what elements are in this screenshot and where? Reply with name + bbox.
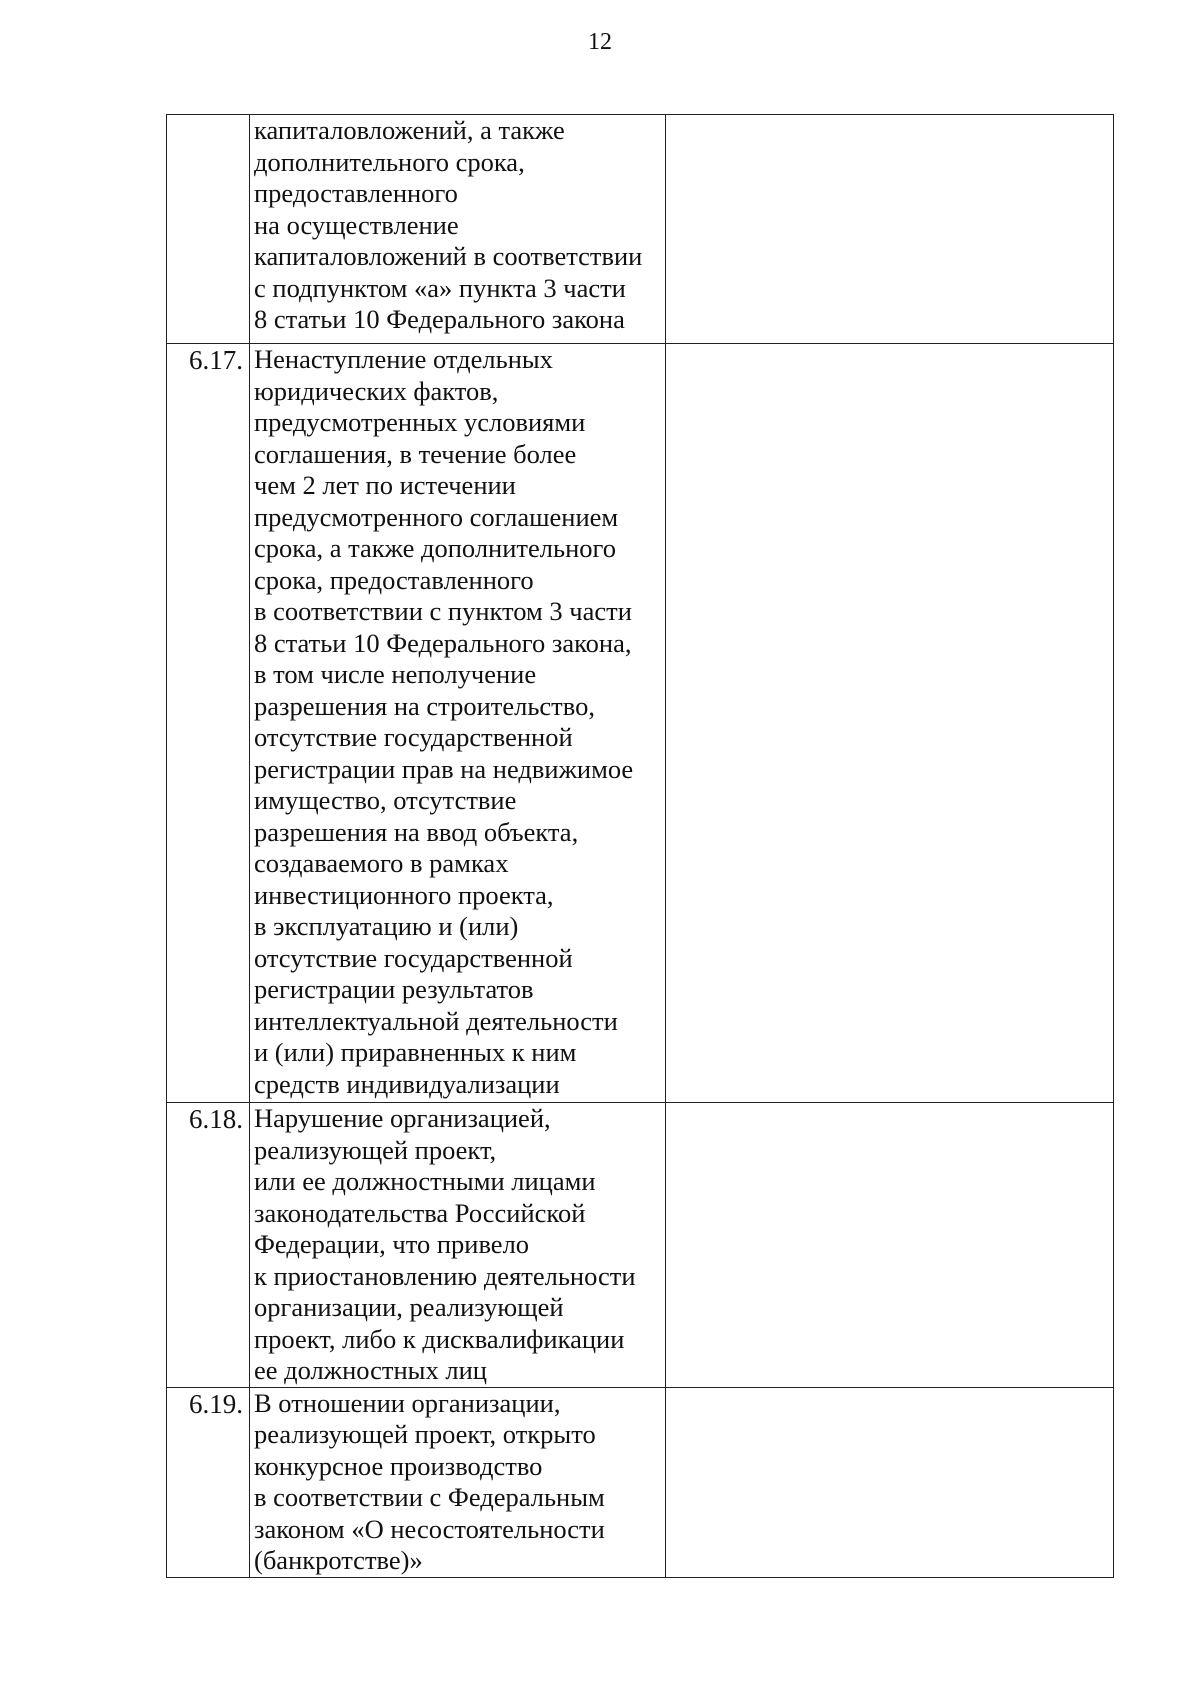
text-line: дополнительного срока, (254, 146, 525, 177)
row-empty-cell (666, 1103, 1114, 1388)
row-text-cell (250, 115, 666, 344)
text-line: 8 статьи 10 Федерального закона (254, 304, 625, 334)
row-text-cell (250, 344, 666, 1103)
text-line: 8 статьи 10 Федерального закона, (254, 627, 632, 658)
table-row (167, 1103, 1114, 1388)
row-empty-cell (666, 115, 1114, 344)
text-line: к приостановлению деятельности (254, 1260, 636, 1291)
row-empty-cell (666, 344, 1114, 1103)
table-row (167, 115, 1114, 344)
text-line: разрешения на строительство, (254, 690, 595, 721)
text-line: в соответствии с Федеральным (254, 1482, 605, 1512)
table-row (167, 1387, 1114, 1577)
text-line: Нарушение организацией, (254, 1103, 551, 1133)
text-line: Федерации, что привело (254, 1229, 530, 1259)
text-line: отсутствие государственной (254, 942, 573, 973)
text-line: законодательства Российской (254, 1197, 586, 1228)
text-line: проект, либо к дисквалификации (254, 1323, 625, 1354)
text-line: в эксплуатацию и (или) (254, 911, 519, 941)
text-line: В отношении организации, (254, 1387, 561, 1418)
text-line: и (или) приравненных к ним (254, 1037, 577, 1067)
text-line: в том числе неполучение (254, 659, 537, 689)
row-text-cell (250, 1387, 666, 1577)
text-line: инвестиционного проекта, (254, 879, 554, 910)
text-line: ее должностных лиц (254, 1355, 487, 1385)
page-number: 12 (588, 29, 612, 55)
text-line: Ненаступление отдельных (254, 344, 553, 374)
text-line: предусмотренных условиями (254, 407, 586, 437)
text-line: в соответствии с пунктом 3 части (254, 596, 632, 626)
text-line: реализующей проект, открыто (254, 1419, 596, 1449)
text-line: на осуществление (254, 209, 459, 240)
row-text-cell (250, 1103, 666, 1388)
row-number-cell: 6.19. (167, 1387, 250, 1577)
text-line: срока, а также дополнительного (254, 533, 616, 563)
row-number-cell: 6.17. (167, 344, 250, 1103)
text-line: или ее должностными лицами (254, 1166, 596, 1196)
text-line: регистрации результатов (254, 974, 534, 1004)
row-empty-cell (666, 1387, 1114, 1577)
text-line: с подпунктом «а» пункта 3 части (254, 272, 626, 303)
text-line: законом «О несостоятельности (254, 1513, 605, 1544)
text-line: реализующей проект, (254, 1134, 497, 1165)
text-line: капиталовложений, а также (254, 115, 565, 145)
text-line: средств индивидуализации (254, 1068, 560, 1099)
text-line: интеллектуальной деятельности (254, 1005, 618, 1036)
text-line: разрешения на ввод объекта, (254, 816, 579, 847)
text-line: конкурсное производство (254, 1450, 543, 1481)
text-line: юридических фактов, (254, 375, 499, 406)
text-line: (банкротстве)» (254, 1545, 423, 1575)
document-table (166, 114, 1114, 1578)
text-line: чем 2 лет по истечении (254, 470, 516, 500)
text-line: организации, реализующей (254, 1292, 564, 1322)
row-number-cell: 6.18. (167, 1103, 250, 1388)
text-line: капиталовложений в соответствии (254, 241, 643, 271)
text-line: отсутствие государственной (254, 722, 573, 752)
text-line: предусмотренного соглашением (254, 501, 619, 532)
text-line: регистрации прав на недвижимое (254, 753, 634, 784)
table-row (167, 344, 1114, 1103)
text-line: создаваемого в рамках (254, 848, 509, 878)
text-line: соглашения, в течение более (254, 438, 577, 469)
row-number-cell (167, 115, 250, 344)
text-line: срока, предоставленного (254, 564, 534, 595)
text-line: имущество, отсутствие (254, 785, 517, 815)
text-line: предоставленного (254, 178, 458, 208)
